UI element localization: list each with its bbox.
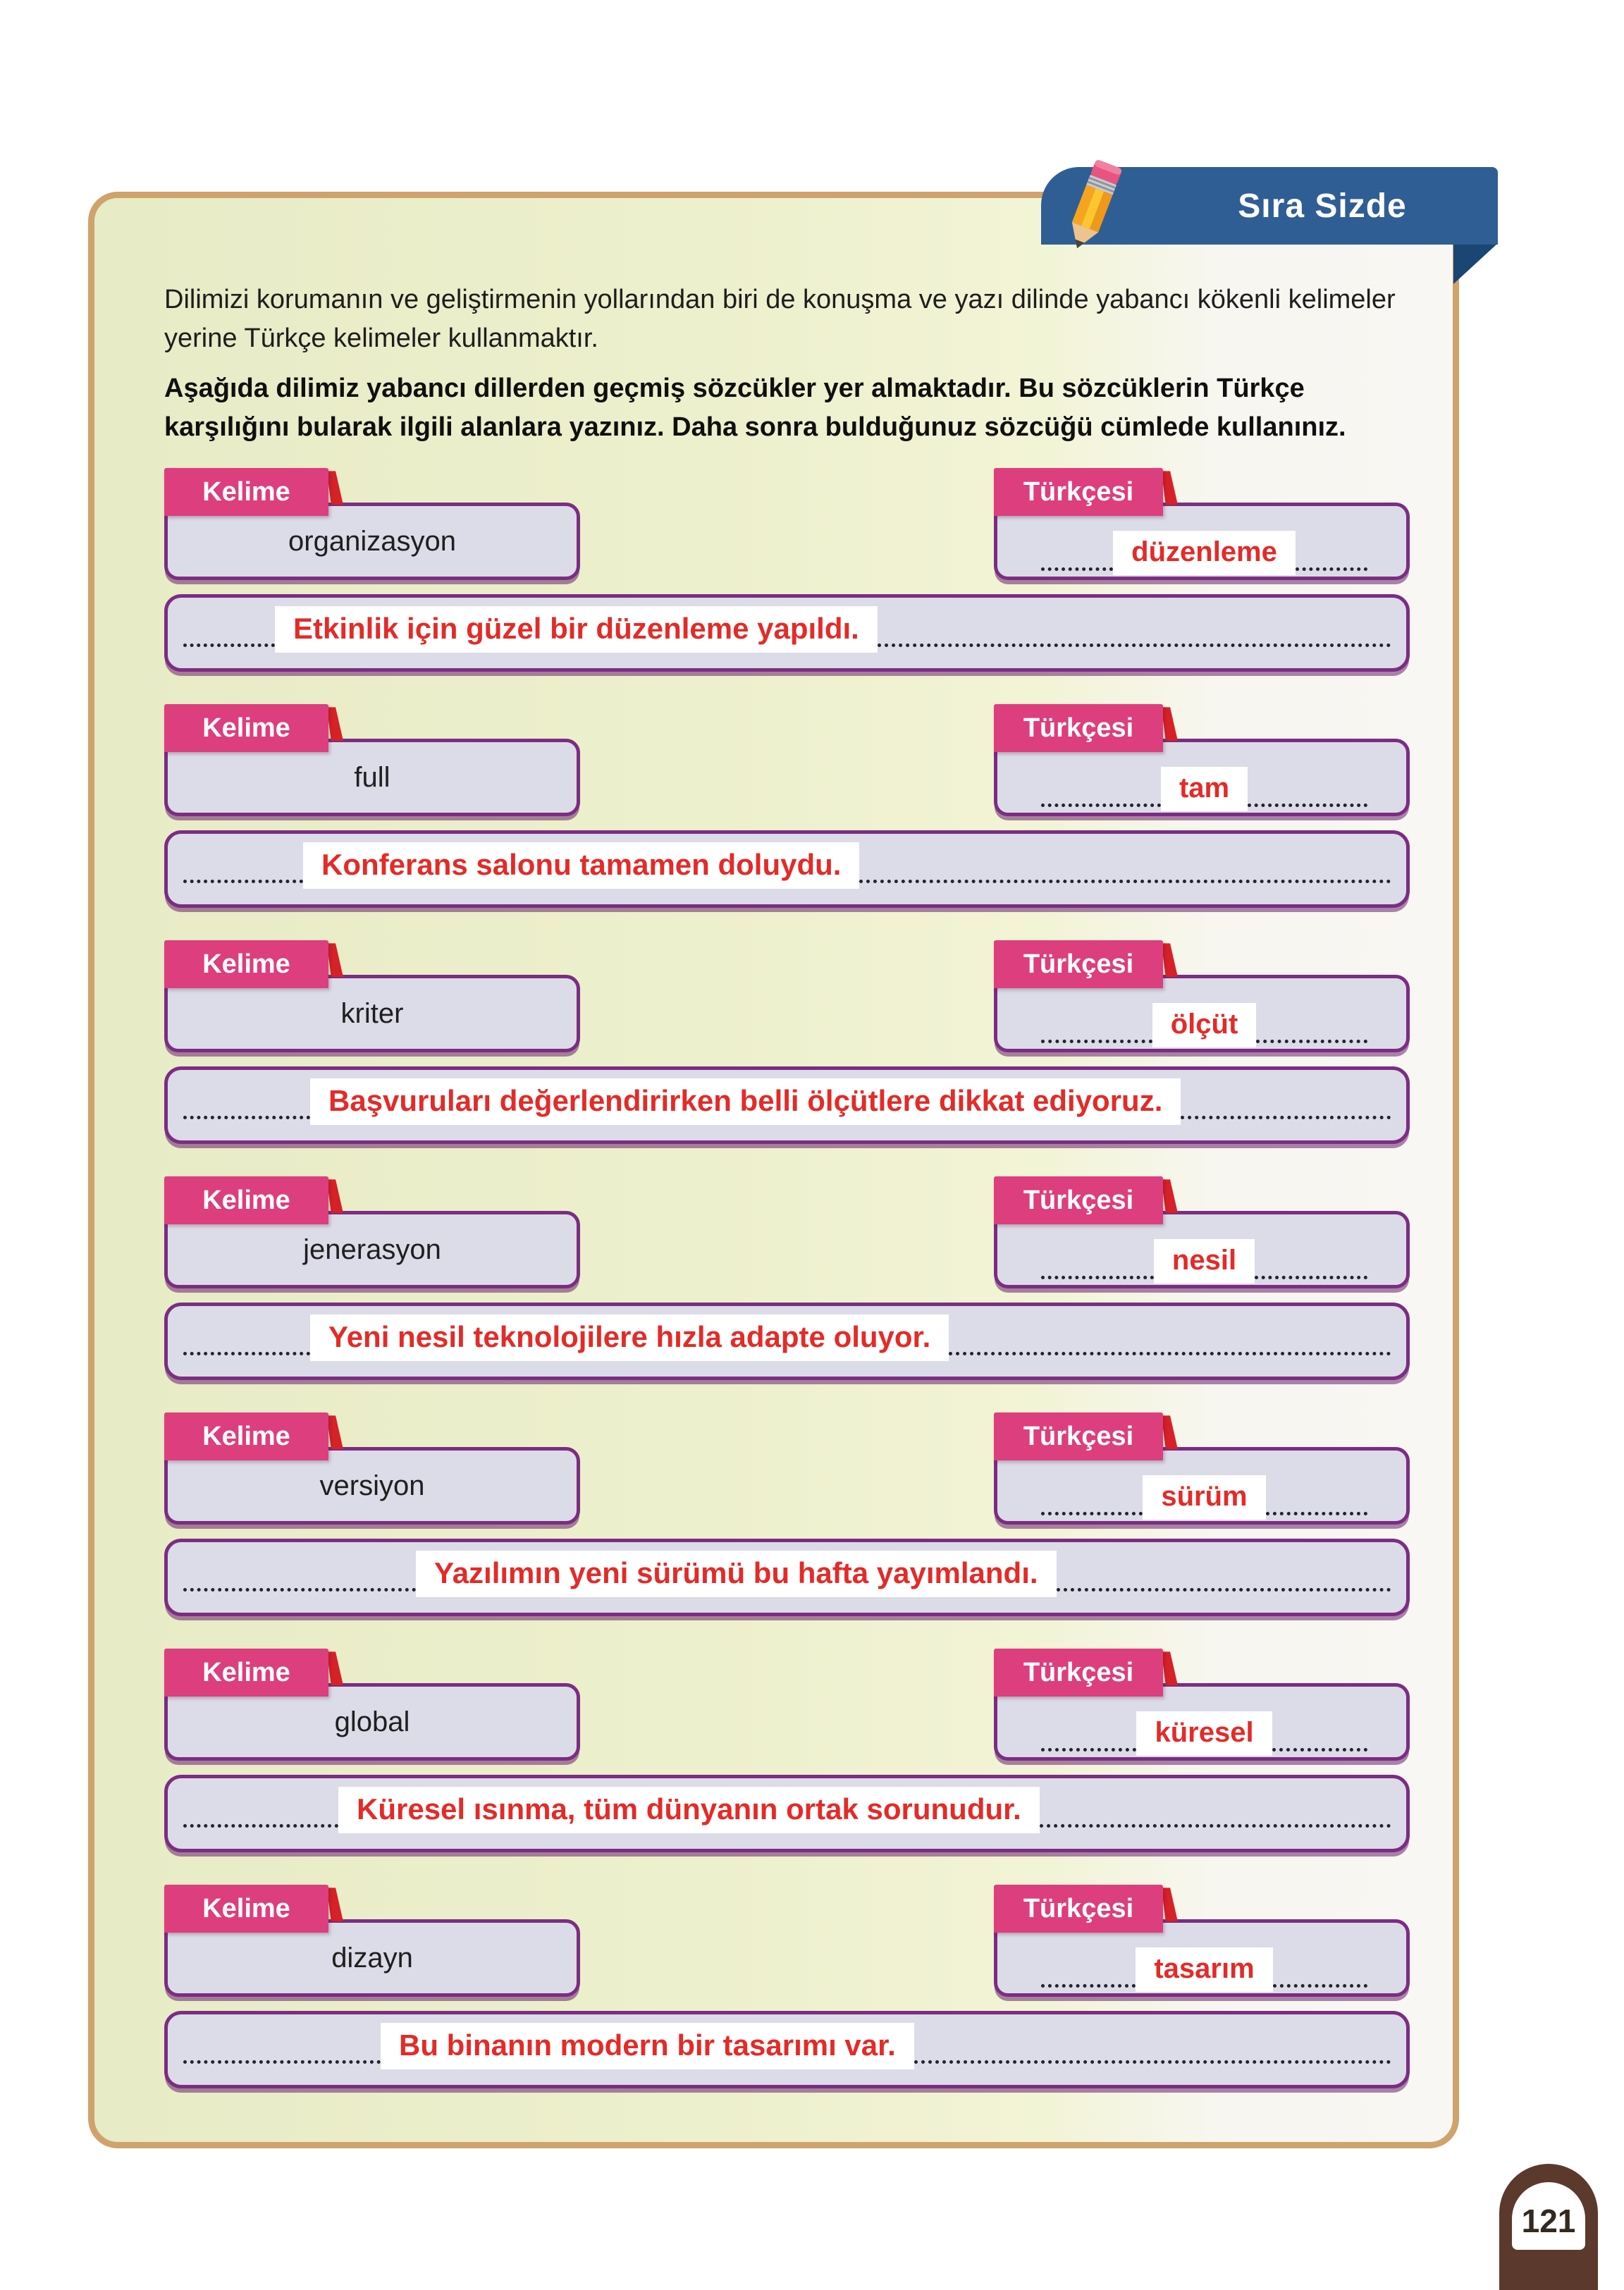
turkish-column — [994, 940, 1410, 1052]
sentence-patch — [303, 842, 859, 889]
sample-sentence: Konferans salonu tamamen doluydu. — [321, 848, 842, 882]
sentence-patch — [381, 2023, 914, 2069]
instruction-paragraph: Aşağıda dilimiz yabancı dillerden geçmiş sözcükler yer almaktadır. Bu sözcüklerin Türkçe karşılığını bularak ilgili alanlara yazınız. Daha sonra bulduğunuz sözcüğü cümlede kullanınız. — [164, 374, 1346, 443]
answer-dotted-line — [1041, 531, 1367, 575]
sample-sentence: Küresel ısınma, tüm dünyanın ortak sorunudur. — [357, 1792, 1021, 1826]
answer-patch — [1161, 767, 1248, 811]
sentence-dotted-line — [183, 606, 1391, 653]
turkcesi-tab-label: Türkçesi — [1023, 1185, 1134, 1215]
foreign-word: organizasyon — [288, 525, 456, 557]
foreign-word: jenerasyon — [303, 1233, 441, 1265]
dotted-line-segment — [1256, 1040, 1367, 1043]
foreign-word: full — [354, 761, 390, 793]
turkcesi-tab — [994, 1649, 1163, 1697]
exercise-block — [164, 1649, 1410, 1852]
turkish-answer: küresel — [1155, 1717, 1254, 1749]
sentence-box[interactable] — [164, 830, 1410, 908]
sentence-dotted-line — [183, 1551, 1391, 1597]
turkcesi-tab — [994, 704, 1163, 752]
sentence-box[interactable] — [164, 1066, 1410, 1144]
page-number-window — [1512, 2182, 1585, 2250]
dotted-line-segment — [1041, 1748, 1136, 1752]
answer-dotted-line — [1041, 1239, 1367, 1283]
dotted-line-segment — [183, 644, 275, 647]
foreign-word: kriter — [340, 997, 404, 1029]
kelime-tab — [164, 940, 328, 988]
dotted-line-segment — [183, 1588, 416, 1592]
exercise-blocks — [164, 468, 1410, 2088]
page-number: 121 — [1521, 2203, 1576, 2239]
dotted-line-segment — [1266, 1512, 1367, 1515]
dotted-line-segment — [183, 2060, 381, 2064]
turkish-column — [994, 468, 1410, 580]
dotted-line-segment — [949, 1352, 1391, 1355]
sentence-box[interactable] — [164, 594, 1410, 672]
foreign-word: versiyon — [319, 1470, 425, 1501]
sample-sentence: Yazılımın yeni sürümü bu hafta yayımlandı. — [434, 1556, 1038, 1590]
turkish-answer: düzenleme — [1131, 536, 1277, 568]
turkish-answer: ölçüt — [1170, 1009, 1238, 1040]
sample-sentence: Etkinlik için güzel bir düzenleme yapıldı. — [293, 612, 859, 646]
sentence-patch — [310, 1315, 949, 1361]
exercise-block — [164, 1176, 1410, 1380]
dotted-line-segment — [914, 2060, 1391, 2064]
word-column — [164, 940, 580, 1052]
turkish-column — [994, 1649, 1410, 1761]
turkish-answer: nesil — [1171, 1245, 1237, 1276]
answer-dotted-line — [1041, 767, 1367, 811]
answer-patch — [1136, 1947, 1272, 1992]
word-row — [164, 1649, 1410, 1761]
dotted-line-segment — [183, 1824, 338, 1828]
sample-sentence: Başvuruları değerlendirirken belli ölçütlere dikkat ediyoruz. — [328, 1084, 1163, 1118]
dotted-line-segment — [878, 644, 1391, 647]
sample-sentence: Bu binanın modern bir tasarımı var. — [399, 2029, 896, 2062]
turkish-answer: sürüm — [1161, 1481, 1248, 1513]
answer-dotted-line — [1041, 1947, 1367, 1992]
dotted-line-segment — [1057, 1588, 1391, 1592]
dotted-line-segment — [1041, 1512, 1143, 1515]
banner-title: Sıra Sizde — [1238, 187, 1407, 225]
sentence-box[interactable] — [164, 1775, 1410, 1852]
kelime-tab-label: Kelime — [202, 949, 290, 979]
exercise-block — [164, 1412, 1410, 1616]
word-row — [164, 1176, 1410, 1288]
sentence-dotted-line — [183, 1078, 1391, 1125]
turkcesi-tab-label: Türkçesi — [1023, 949, 1134, 979]
foreign-word: global — [334, 1706, 410, 1737]
word-column — [164, 1649, 580, 1761]
turkcesi-tab — [994, 1176, 1163, 1224]
pencil-icon — [1053, 155, 1131, 257]
turkcesi-tab-label: Türkçesi — [1023, 1421, 1134, 1451]
dotted-line-segment — [183, 880, 303, 883]
kelime-tab-label: Kelime — [202, 1421, 290, 1451]
turkish-column — [994, 1412, 1410, 1525]
word-column — [164, 1885, 580, 1997]
dotted-line-segment — [1296, 567, 1367, 571]
turkcesi-tab — [994, 1885, 1163, 1933]
word-column — [164, 1412, 580, 1525]
kelime-tab-label: Kelime — [202, 1185, 290, 1215]
exercise-block — [164, 704, 1410, 908]
dotted-line-segment — [183, 1352, 310, 1355]
dotted-line-segment — [1255, 1276, 1367, 1279]
dotted-line-segment — [1040, 1824, 1391, 1828]
dotted-line-segment — [859, 880, 1391, 883]
turkish-answer: tam — [1179, 772, 1230, 804]
kelime-tab — [164, 704, 328, 752]
answer-patch — [1143, 1475, 1265, 1520]
turkcesi-tab-label: Türkçesi — [1023, 476, 1134, 507]
page-number-badge — [1499, 2164, 1598, 2290]
turkcesi-tab-label: Türkçesi — [1023, 713, 1134, 743]
turkish-answer: tasarım — [1154, 1953, 1255, 1985]
answer-dotted-line — [1041, 1711, 1367, 1756]
sentence-dotted-line — [183, 1315, 1391, 1361]
word-row — [164, 468, 1410, 580]
dotted-line-segment — [1041, 567, 1113, 571]
dotted-line-segment — [1041, 1276, 1154, 1279]
kelime-tab — [164, 1412, 328, 1460]
word-row — [164, 940, 1410, 1052]
dotted-line-segment — [1041, 1040, 1152, 1043]
sentence-dotted-line — [183, 842, 1391, 889]
sentence-dotted-line — [183, 2023, 1391, 2069]
sentence-box[interactable] — [164, 1303, 1410, 1380]
intro-paragraph: Dilimizi korumanın ve geliştirmenin yollarından biri de konuşma ve yazı dilinde yabancı kökenli kelimeler yerine Türkçe kelimeler kullanmaktır. — [164, 285, 1396, 354]
sentence-patch — [275, 606, 878, 653]
activity-card — [88, 192, 1459, 2148]
word-row — [164, 704, 1410, 816]
dotted-line-segment — [183, 1116, 310, 1119]
activity-card-content — [94, 198, 1453, 2088]
dotted-line-segment — [1181, 1116, 1391, 1119]
sentence-box[interactable] — [164, 2011, 1410, 2088]
turkcesi-tab — [994, 1412, 1163, 1460]
kelime-tab-label: Kelime — [202, 1657, 290, 1687]
kelime-tab — [164, 1885, 328, 1933]
exercise-block — [164, 1885, 1410, 2088]
answer-dotted-line — [1041, 1003, 1367, 1047]
sentence-patch — [338, 1787, 1040, 1833]
turkish-column — [994, 1176, 1410, 1288]
word-column — [164, 468, 580, 580]
sample-sentence: Yeni nesil teknolojilere hızla adapte oluyor. — [328, 1320, 931, 1354]
word-column — [164, 1176, 580, 1288]
kelime-tab-label: Kelime — [202, 1893, 290, 1923]
word-row — [164, 1885, 1410, 1997]
answer-dotted-line — [1041, 1475, 1367, 1520]
dotted-line-segment — [1041, 1984, 1136, 1988]
turkish-column — [994, 1885, 1410, 1997]
banner-corner-fold — [1453, 244, 1497, 284]
turkcesi-tab-label: Türkçesi — [1023, 1657, 1134, 1687]
turkcesi-tab — [994, 468, 1163, 516]
dotted-line-segment — [1041, 804, 1161, 807]
sentence-patch — [416, 1551, 1057, 1597]
sentence-patch — [310, 1078, 1181, 1125]
sentence-box[interactable] — [164, 1539, 1410, 1616]
answer-patch — [1136, 1711, 1272, 1756]
foreign-word: dizayn — [331, 1942, 413, 1974]
kelime-tab — [164, 468, 328, 516]
answer-patch — [1152, 1003, 1257, 1047]
dotted-line-segment — [1273, 1984, 1367, 1988]
answer-patch — [1154, 1239, 1255, 1283]
kelime-tab-label: Kelime — [202, 713, 290, 743]
word-column — [164, 704, 580, 816]
turkcesi-tab — [994, 940, 1163, 988]
exercise-block — [164, 940, 1410, 1144]
sentence-dotted-line — [183, 1787, 1391, 1833]
exercise-block — [164, 468, 1410, 672]
turkcesi-tab-label: Türkçesi — [1023, 1893, 1134, 1923]
word-row — [164, 1412, 1410, 1525]
kelime-tab — [164, 1649, 328, 1697]
dotted-line-segment — [1272, 1748, 1367, 1752]
answer-patch — [1113, 531, 1296, 575]
kelime-tab — [164, 1176, 328, 1224]
dotted-line-segment — [1248, 804, 1367, 807]
kelime-tab-label: Kelime — [202, 476, 290, 507]
turkish-column — [994, 704, 1410, 816]
